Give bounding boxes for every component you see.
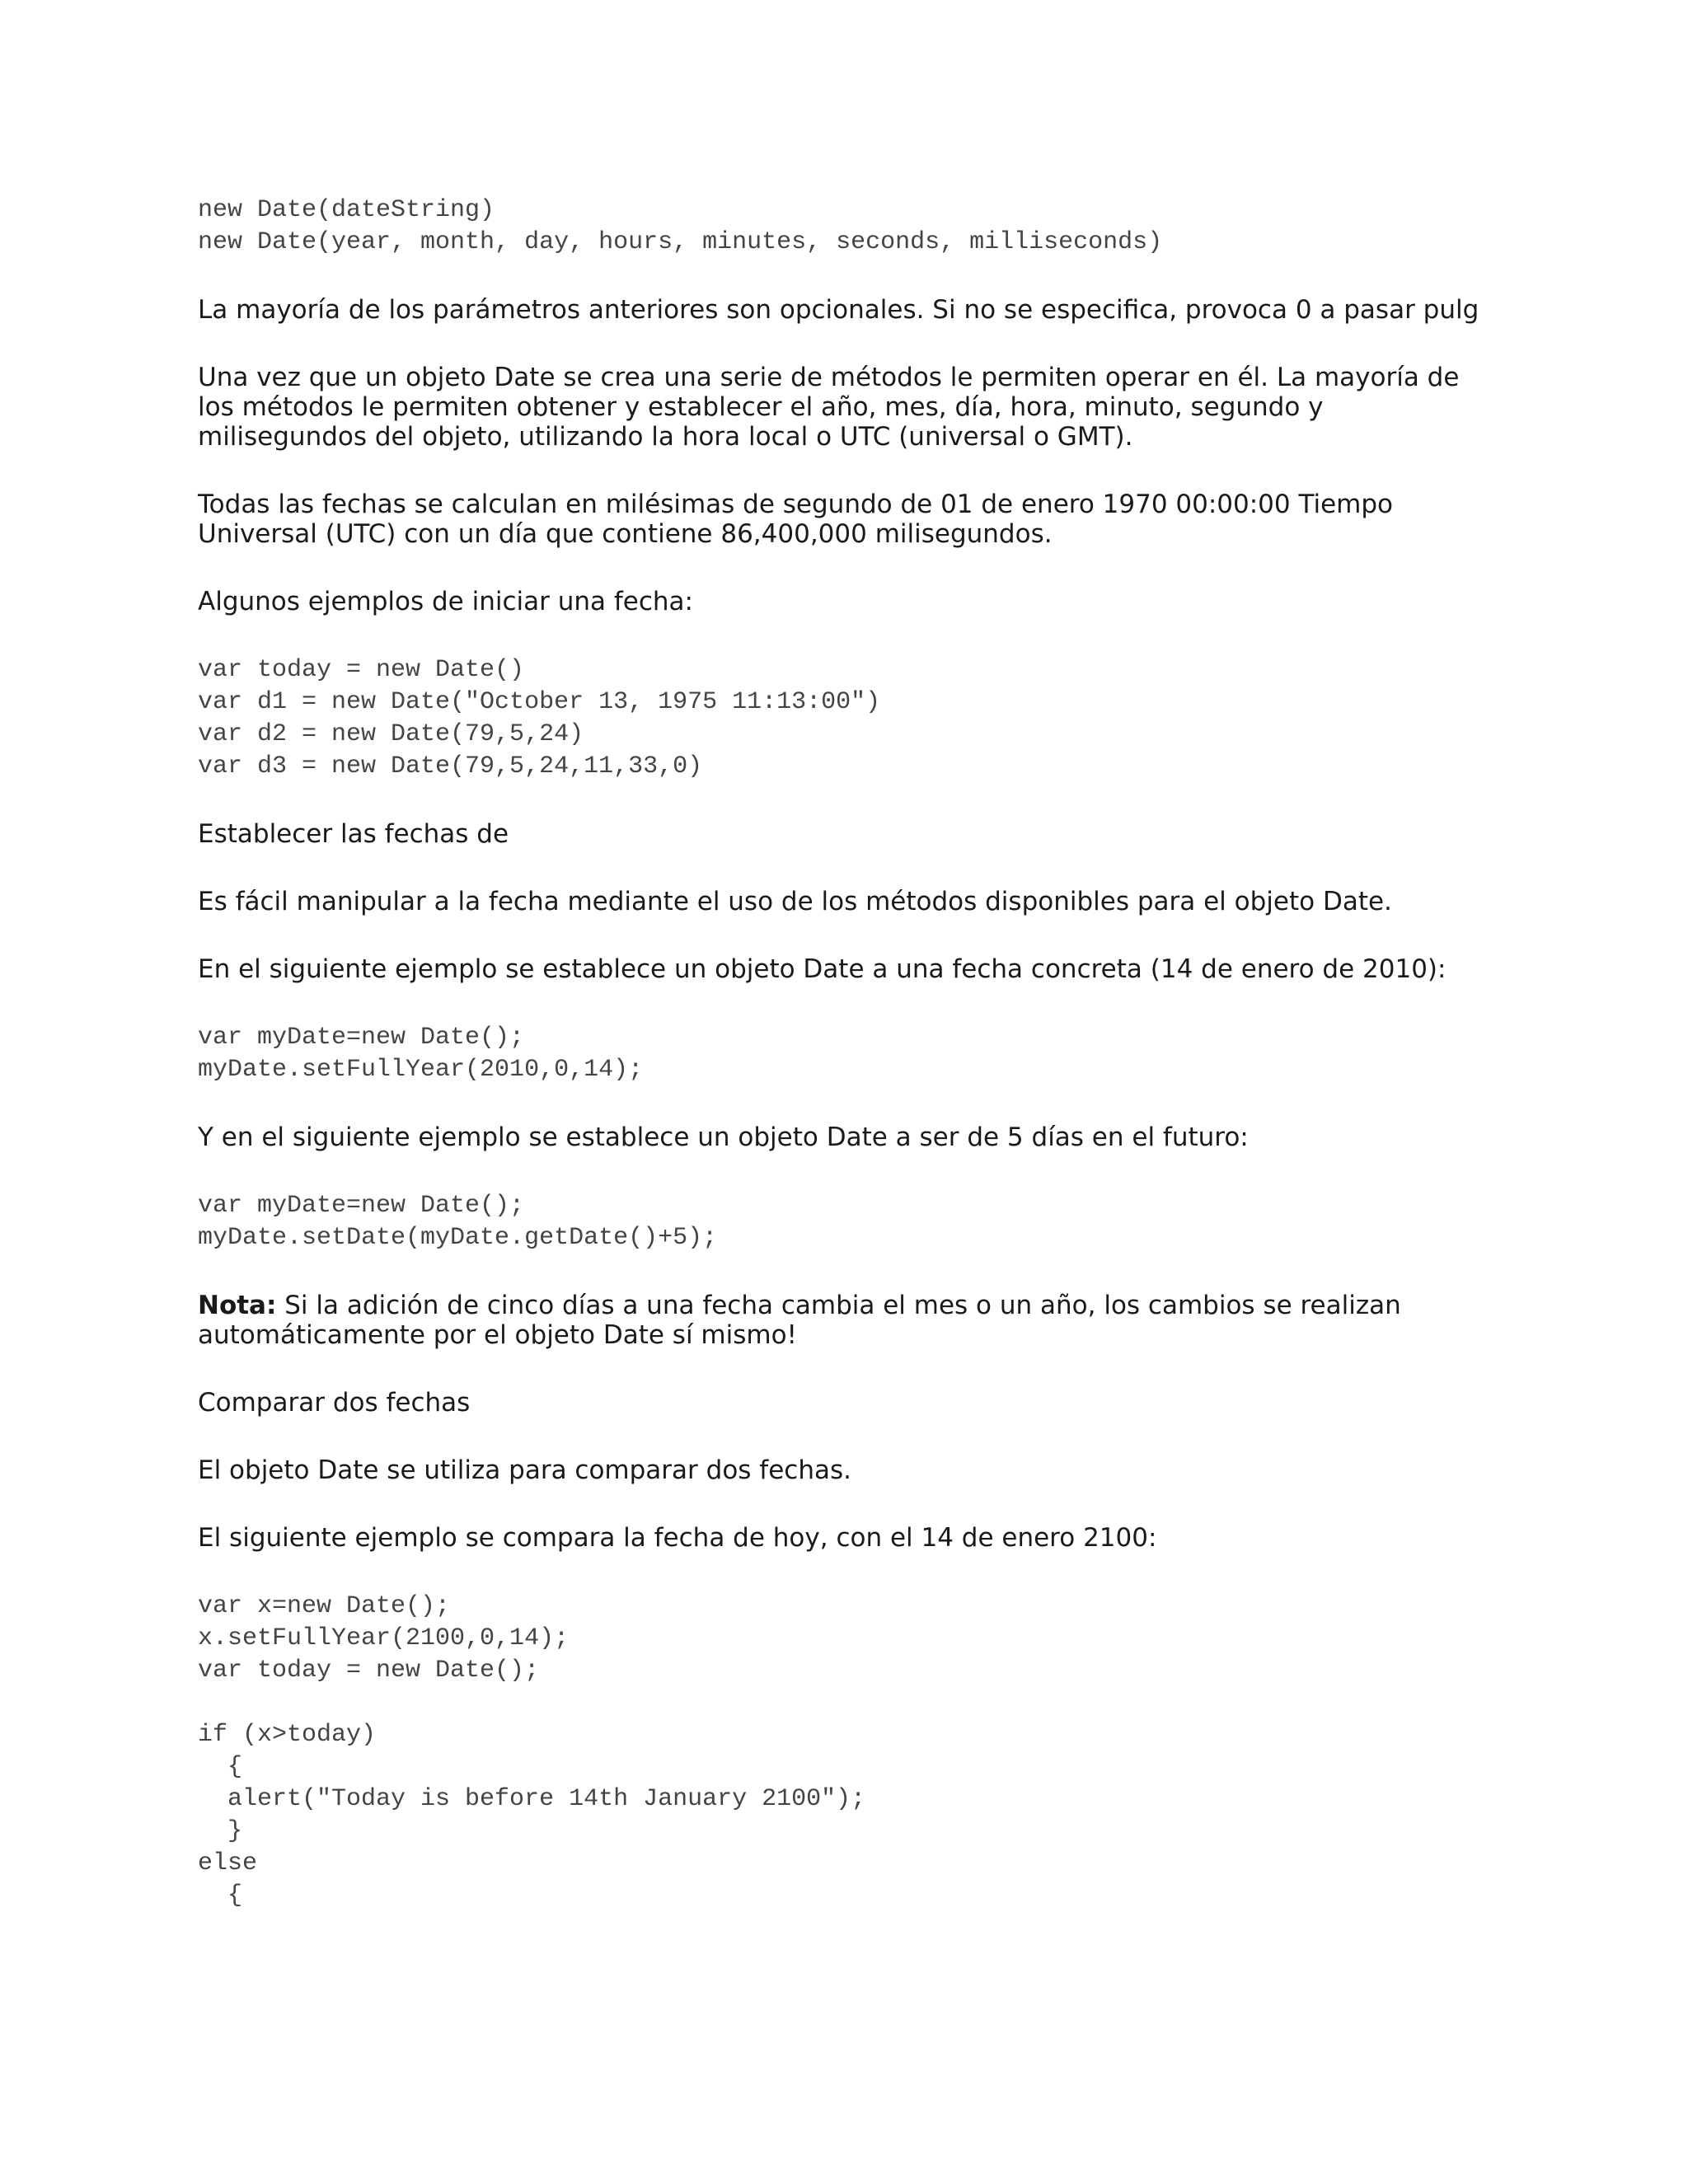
code-block-examples (198, 654, 1500, 783)
note-label: Nota: (198, 1291, 277, 1320)
code-line: var x=new Date(); (198, 1592, 451, 1620)
paragraph-easy-manipulation: Es fácil manipular a la fecha mediante el uso de los métodos disponibles para el objeto Date. (198, 887, 1392, 916)
paragraph-milliseconds: Todas las fechas se calculan en milésimas de segundo de 01 de enero 1970 00:00:00 Tiempo Universal (UTC) con un día que contiene 86,400,000 milisegundos. (198, 490, 1393, 549)
code-line: if (x>today) (198, 1721, 377, 1749)
code-line: var myDate=new Date(); (198, 1192, 525, 1220)
paragraph-optional-params: La mayoría de los parámetros anteriores son opcionales. Si no se especifica, provoca 0 a pasar pulg (198, 295, 1479, 325)
code-line: var today = new Date() (198, 656, 525, 684)
paragraph-set-future-date: Y en el siguiente ejemplo se establece un objeto Date a ser de 5 días en el futuro: (198, 1122, 1249, 1152)
code-block-compare-setup (198, 1591, 1500, 1687)
code-line: var d2 = new Date(79,5,24) (198, 720, 584, 748)
code-line: new Date(dateString) (198, 196, 495, 224)
heading-set-dates: Establecer las fechas de (198, 819, 509, 849)
code-line: { (198, 1753, 243, 1781)
code-line: myDate.setDate(myDate.getDate()+5); (198, 1224, 718, 1252)
paragraph-compare-intro: El objeto Date se utiliza para comparar dos fechas. (198, 1455, 851, 1485)
code-blank-line (198, 1687, 1500, 1719)
paragraph-examples-intro: Algunos ejemplos de iniciar una fecha: (198, 587, 693, 616)
heading-compare-dates: Comparar dos fechas (198, 1388, 471, 1418)
code-line: x.setFullYear(2100,0,14); (198, 1624, 570, 1652)
code-line: else (198, 1849, 258, 1877)
code-line: alert("Today is before 14th January 2100"); (198, 1785, 866, 1813)
code-line: var d3 = new Date(79,5,24,11,33,0) (198, 752, 703, 780)
code-block-set-date (198, 1190, 1500, 1254)
code-block-constructors (198, 194, 1500, 259)
code-line: var d1 = new Date("October 13, 1975 11:13:00") (198, 688, 881, 716)
code-block-compare-if (198, 1719, 1500, 1912)
paragraph-set-specific-date: En el siguiente ejemplo se establece un objeto Date a una fecha concreta (14 de enero de 2010): (198, 954, 1447, 984)
code-line: var today = new Date(); (198, 1657, 540, 1685)
document-content (198, 194, 1500, 1912)
code-line: new Date(year, month, day, hours, minutes, seconds, milliseconds) (198, 228, 1163, 256)
note-text: Si la adición de cinco días a una fecha cambia el mes o un año, los cambios se realizan automáticamente por el objeto Date sí mismo! (198, 1291, 1401, 1350)
code-block-set-full-year (198, 1022, 1500, 1086)
code-line: var myDate=new Date(); (198, 1024, 525, 1052)
note-paragraph (198, 1291, 1500, 1350)
code-line: { (198, 1882, 243, 1910)
code-line: myDate.setFullYear(2010,0,14); (198, 1056, 644, 1084)
code-line: } (198, 1817, 243, 1845)
paragraph-compare-example: El siguiente ejemplo se compara la fecha de hoy, con el 14 de enero 2100: (198, 1523, 1157, 1553)
paragraph-methods: Una vez que un objeto Date se crea una serie de métodos le permiten operar en él. La mayoría de los métodos le permiten obtener y establecer el año, mes, día, hora, minuto, segundo y milisegundos del objeto, utilizando la hora local o UTC (universal o GMT). (198, 363, 1460, 452)
